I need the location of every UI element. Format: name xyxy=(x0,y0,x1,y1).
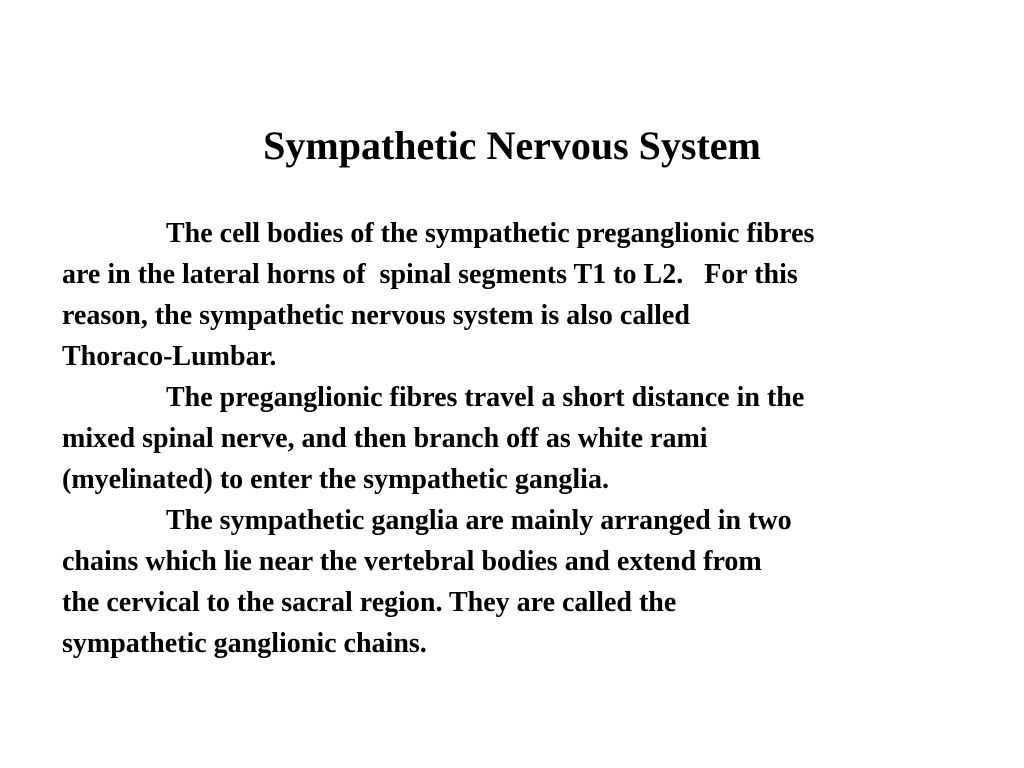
text-line: (myelinated) to enter the sympathetic ganglia. xyxy=(62,464,609,495)
text-line: chains which lie near the vertebral bodies and extend from xyxy=(62,546,762,577)
text-line: mixed spinal nerve, and then branch off as white rami xyxy=(62,423,708,454)
text-line: The cell bodies of the sympathetic preganglionic fibres xyxy=(166,218,815,249)
slide-body xyxy=(62,213,962,664)
paragraph-ganglionic-chains xyxy=(62,500,962,664)
slide-title: Sympathetic Nervous System xyxy=(263,123,761,168)
text-line: the cervical to the sacral region. They are called the xyxy=(62,587,677,618)
text-line: sympathetic ganglionic chains. xyxy=(62,628,427,659)
text-line: Thoraco-Lumbar. xyxy=(62,341,277,372)
paragraph-thoraco-lumbar xyxy=(62,213,962,377)
text-line: The preganglionic fibres travel a short distance in the xyxy=(166,382,805,413)
text-line: The sympathetic ganglia are mainly arranged in two xyxy=(166,505,792,536)
paragraph-preganglionic-fibres xyxy=(62,377,962,500)
text-line: reason, the sympathetic nervous system is also called xyxy=(62,300,690,331)
text-line: are in the lateral horns of spinal segments T1 to L2. For this xyxy=(62,259,798,290)
